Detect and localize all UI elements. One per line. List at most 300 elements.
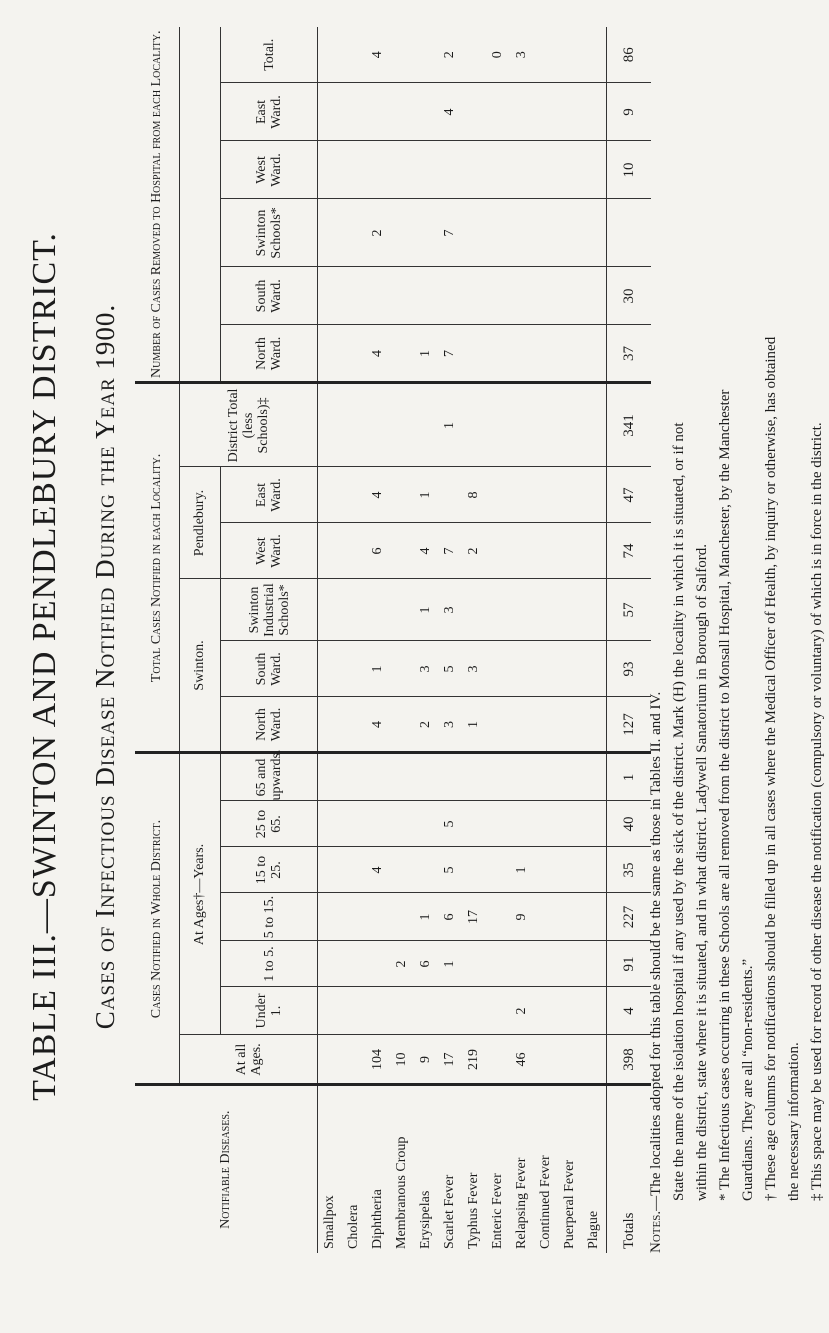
table-cell [582, 697, 607, 753]
table-cell [582, 1035, 607, 1085]
table-cell: 1 [366, 641, 390, 697]
table-cell: 17 [462, 893, 486, 941]
total-cell: 35 [607, 847, 652, 893]
table-cell [486, 941, 510, 987]
col-removed-north: North Ward. [221, 325, 318, 383]
table-cell: 2 [510, 987, 534, 1035]
table-cell: 5 [438, 847, 462, 893]
table-cell [390, 987, 414, 1035]
table-cell [582, 941, 607, 987]
table-cell [366, 987, 390, 1035]
table-cell: 4 [366, 697, 390, 753]
table-cell [318, 83, 343, 141]
table-cell [318, 641, 343, 697]
col-removed-total: Total. [221, 27, 318, 83]
disease-name: Plague [586, 1210, 601, 1249]
table-cell [558, 579, 582, 641]
table-cell: 0 [486, 27, 510, 83]
table-cell [486, 801, 510, 847]
table-cell: 2 [438, 27, 462, 83]
table-cell [414, 199, 438, 267]
table-row [510, 27, 534, 1253]
table-cell [390, 199, 414, 267]
table-cell: 2 [414, 697, 438, 753]
table-cell: 1 [414, 325, 438, 383]
table-body [318, 27, 652, 1253]
table-title: TABLE III.—SWINTON AND PENDLEBURY DISTRICT. [26, 232, 63, 1101]
note-line: within the district, state where it is situated, and in what district. Ladywell Sanatorium in Borough of Salford. [694, 544, 710, 1201]
table-cell [558, 753, 582, 801]
col-at-all-ages: At all Ages. [180, 1035, 318, 1085]
table-cell [342, 847, 366, 893]
table-cell: 3 [438, 579, 462, 641]
table-cell [366, 383, 390, 467]
table-cell [558, 1035, 582, 1085]
total-cell: 4 [607, 987, 652, 1035]
table-cell [414, 753, 438, 801]
table-cell [510, 523, 534, 579]
table-cell [342, 467, 366, 523]
table-cell [510, 83, 534, 141]
table-cell: 1 [462, 697, 486, 753]
table-cell: 1 [510, 847, 534, 893]
table-cell [342, 383, 366, 467]
col-65-upwards: 65 and upwards. [221, 753, 318, 801]
table-cell: 2 [390, 941, 414, 987]
table-cell [438, 467, 462, 523]
table-cell [510, 199, 534, 267]
table-cell [486, 267, 510, 325]
table-cell: 6 [366, 523, 390, 579]
table-cell [558, 267, 582, 325]
table-cell [534, 847, 558, 893]
table-cell [342, 893, 366, 941]
col-1-to-5: 1 to 5. [221, 941, 318, 987]
table-cell [390, 325, 414, 383]
table-cell [318, 753, 343, 801]
table-cell [534, 27, 558, 83]
total-cell: 40 [607, 801, 652, 847]
table-cell [414, 141, 438, 199]
note-line: State the name of the isolation hospital if any used by the sick of the district. Mark (H) the locality in which it is situated, or if not [671, 422, 687, 1201]
col-5-to-15: 5 to 15. [221, 893, 318, 941]
table-cell [534, 383, 558, 467]
col-swinton-south: South Ward. [221, 641, 318, 697]
removed-blank-header [180, 27, 221, 83]
table-cell [510, 325, 534, 383]
each-locality-header: Total Cases Notified in each Locality. [135, 383, 180, 753]
table-cell [342, 27, 366, 83]
table-cell: 9 [414, 1035, 438, 1085]
table-cell [582, 987, 607, 1035]
table-cell [582, 383, 607, 467]
table-cell [414, 383, 438, 467]
table-cell [342, 83, 366, 141]
table-cell [534, 697, 558, 753]
table-cell [414, 847, 438, 893]
table-cell [510, 467, 534, 523]
col-district-total: District Total (less Schools)‡ [180, 383, 318, 467]
table-cell [582, 325, 607, 383]
table-cell [318, 467, 343, 523]
total-cell: 93 [607, 641, 652, 697]
table-cell [342, 801, 366, 847]
table-row [366, 27, 390, 1253]
disease-name: Relapsing Fever [514, 1157, 529, 1249]
table-cell [342, 141, 366, 199]
table-cell [414, 267, 438, 325]
table-cell: 1 [438, 941, 462, 987]
table-cell [486, 83, 510, 141]
table-cell: 4 [366, 27, 390, 83]
table-cell: 3 [414, 641, 438, 697]
table-cell [318, 199, 343, 267]
table-cell [486, 847, 510, 893]
table-cell [510, 753, 534, 801]
table-cell [390, 801, 414, 847]
table-cell [366, 801, 390, 847]
table-cell [558, 941, 582, 987]
col-swinton-industrial: Swinton Industrial Schools* [221, 579, 318, 641]
table-cell [390, 641, 414, 697]
disease-name: Continued Fever [538, 1155, 553, 1249]
note-line: the necessary information. [786, 1042, 802, 1201]
table-row [582, 27, 607, 1253]
table-cell [342, 641, 366, 697]
table-cell [438, 987, 462, 1035]
table-cell [582, 893, 607, 941]
table-cell [510, 641, 534, 697]
table-cell [486, 697, 510, 753]
table-cell [582, 199, 607, 267]
table-cell [534, 325, 558, 383]
table-cell [486, 383, 510, 467]
table-cell: 1 [438, 383, 462, 467]
table-cell: 17 [438, 1035, 462, 1085]
table-cell [582, 27, 607, 83]
table-cell [342, 1035, 366, 1085]
table-cell: 3 [462, 641, 486, 697]
disease-name: Erysipelas [418, 1190, 433, 1249]
table-cell [390, 267, 414, 325]
total-cell: 47 [607, 467, 652, 523]
table-cell [318, 941, 343, 987]
table-row [534, 27, 558, 1253]
at-ages-header: At Ages†—Years. [180, 753, 221, 1035]
total-cell: 91 [607, 941, 652, 987]
disease-name: Puerperal Fever [562, 1159, 577, 1249]
disease-name: Typhus Fever [466, 1172, 481, 1249]
table-cell [318, 847, 343, 893]
table-cell [486, 579, 510, 641]
table-cell [582, 801, 607, 847]
table-cell [342, 697, 366, 753]
col-under-1: Under 1. [221, 987, 318, 1035]
table-cell [582, 579, 607, 641]
total-cell: 57 [607, 579, 652, 641]
table-cell [342, 199, 366, 267]
table-cell: 4 [366, 847, 390, 893]
table-row [462, 27, 486, 1253]
table-cell: 7 [438, 325, 462, 383]
table-cell [318, 523, 343, 579]
table-row [414, 27, 438, 1253]
table-cell [582, 83, 607, 141]
table-cell [486, 1035, 510, 1085]
table-cell [582, 753, 607, 801]
table-cell [318, 893, 343, 941]
table-cell [318, 325, 343, 383]
table-cell [510, 941, 534, 987]
table-cell [390, 893, 414, 941]
table-cell [390, 141, 414, 199]
table-row [558, 27, 582, 1253]
table-cell [318, 801, 343, 847]
table-cell [318, 141, 343, 199]
table-cell [342, 579, 366, 641]
table-cell: 5 [438, 641, 462, 697]
table-cell [558, 467, 582, 523]
table-cell [462, 27, 486, 83]
table-cell: 104 [366, 1035, 390, 1085]
total-cell: 37 [607, 325, 652, 383]
table-cell [582, 523, 607, 579]
removed-blank-header [180, 83, 221, 141]
table-cell [558, 27, 582, 83]
table-cell [390, 753, 414, 801]
disease-name: Enteric Fever [490, 1173, 505, 1249]
table-cell [534, 1035, 558, 1085]
table-row [486, 27, 510, 1253]
table-cell [486, 325, 510, 383]
table-cell [342, 523, 366, 579]
table-cell [462, 987, 486, 1035]
notes-section [645, 73, 829, 1253]
table-cell [534, 523, 558, 579]
table-cell [486, 141, 510, 199]
table-cell: 1 [414, 893, 438, 941]
table-cell [366, 579, 390, 641]
table-cell [558, 325, 582, 383]
table-cell [486, 987, 510, 1035]
table-cell [510, 801, 534, 847]
total-cell: 341 [607, 383, 652, 467]
table-cell: 8 [462, 467, 486, 523]
table-cell: 1 [414, 467, 438, 523]
removed-blank-header [180, 199, 221, 267]
table-cell [366, 941, 390, 987]
disease-name: Smallpox [322, 1195, 337, 1249]
table-row [438, 27, 462, 1253]
table-cell [462, 579, 486, 641]
table-cell [318, 579, 343, 641]
table-cell: 4 [438, 83, 462, 141]
pendlebury-header: Pendlebury. [180, 467, 221, 579]
table-row [342, 27, 366, 1253]
table-cell [366, 141, 390, 199]
total-cell: 398 [607, 1035, 652, 1085]
table-cell [462, 325, 486, 383]
col-pendlebury-west: West Ward. [221, 523, 318, 579]
table-cell [534, 641, 558, 697]
totals-label: Totals [607, 1085, 652, 1253]
note-line: —The localities adopted for this table should be the same as those in Tables II. and IV. [648, 691, 664, 1211]
col-removed-south: South Ward. [221, 267, 318, 325]
table-cell [582, 467, 607, 523]
table-cell [486, 467, 510, 523]
table-cell [534, 467, 558, 523]
table-cell: 9 [510, 893, 534, 941]
table-cell [510, 579, 534, 641]
total-cell: 9 [607, 83, 652, 141]
col-swinton-north: North Ward. [221, 697, 318, 753]
table-row [390, 27, 414, 1253]
total-cell: 74 [607, 523, 652, 579]
table-cell [534, 893, 558, 941]
table-subtitle: Cases of Infectious Disease Notified During the Year 1900. [90, 303, 120, 1030]
table-cell [510, 141, 534, 199]
total-cell: 30 [607, 267, 652, 325]
table-row [318, 27, 343, 1253]
table-cell [438, 753, 462, 801]
removed-blank-header [180, 141, 221, 199]
table-cell: 2 [462, 523, 486, 579]
disease-name: Membranous Croup [394, 1136, 409, 1249]
removed-hospital-header: Number of Cases Removed to Hospital from each Locality. [135, 27, 180, 383]
table-cell [534, 801, 558, 847]
table-cell: 4 [414, 523, 438, 579]
table-cell [462, 847, 486, 893]
table-cell: 4 [366, 325, 390, 383]
table-cell [534, 753, 558, 801]
removed-blank-header [180, 267, 221, 325]
table-cell: 46 [510, 1035, 534, 1085]
total-cell: 10 [607, 141, 652, 199]
table-cell [342, 267, 366, 325]
table-cell [342, 987, 366, 1035]
table-cell [462, 801, 486, 847]
table-cell [558, 383, 582, 467]
table-cell [462, 383, 486, 467]
note-line: Guardians. They are all “non-residents.” [740, 958, 756, 1201]
table-cell: 6 [414, 941, 438, 987]
table-cell [510, 267, 534, 325]
table-cell [318, 383, 343, 467]
table-cell [342, 753, 366, 801]
table-cell [582, 267, 607, 325]
table-cell [558, 141, 582, 199]
table-cell [462, 941, 486, 987]
table-cell: 5 [438, 801, 462, 847]
table-cell [390, 83, 414, 141]
table-cell [390, 27, 414, 83]
table-cell [462, 753, 486, 801]
table-cell [390, 847, 414, 893]
table-cell [486, 753, 510, 801]
table-cell [438, 267, 462, 325]
table-cell [318, 987, 343, 1035]
col-pendlebury-east: East Ward. [221, 467, 318, 523]
total-cell: 86 [607, 27, 652, 83]
table-cell [534, 199, 558, 267]
table-cell [558, 641, 582, 697]
table-cell [318, 697, 343, 753]
col-25-to-65: 25 to 65. [221, 801, 318, 847]
table-cell: 4 [366, 467, 390, 523]
col-removed-schools: Swinton Schools* [221, 199, 318, 267]
note-line: ‡ This space may be used for record of other disease the notification (compulsory or voluntary) of which is in force in the district. [809, 422, 825, 1201]
table-cell [558, 697, 582, 753]
disease-name: Cholera [346, 1204, 361, 1249]
table-cell [414, 83, 438, 141]
table-cell: 1 [414, 579, 438, 641]
notifiable-diseases-header: Notifiable Diseases. [135, 1085, 318, 1253]
disease-name: Diphtheria [370, 1189, 385, 1249]
table-cell [414, 987, 438, 1035]
table-cell [342, 325, 366, 383]
table-cell [534, 141, 558, 199]
table-cell [342, 941, 366, 987]
col-removed-east: East Ward. [221, 83, 318, 141]
table-cell [462, 141, 486, 199]
table-cell [486, 893, 510, 941]
table-cell [486, 199, 510, 267]
table-cell [558, 847, 582, 893]
table-cell [534, 267, 558, 325]
notes-lead: Notes. [648, 1210, 664, 1253]
table-cell [390, 383, 414, 467]
table-cell: 10 [390, 1035, 414, 1085]
table-cell [582, 141, 607, 199]
table-cell: 3 [438, 697, 462, 753]
table-cell [582, 641, 607, 697]
table-cell: 7 [438, 523, 462, 579]
total-cell: 127 [607, 697, 652, 753]
table-cell [366, 267, 390, 325]
table-cell [510, 383, 534, 467]
table-cell [534, 941, 558, 987]
table-cell [462, 267, 486, 325]
col-removed-west: West Ward. [221, 141, 318, 199]
table-cell [558, 83, 582, 141]
table-cell [414, 27, 438, 83]
note-line: * The Infectious cases occurring in these Schools are all removed from the district to Monsall Hospital, Manchester, by the Manchester [717, 389, 733, 1201]
swinton-header: Swinton. [180, 579, 221, 753]
disease-table [135, 27, 651, 1253]
table-cell [414, 801, 438, 847]
table-cell [366, 893, 390, 941]
table-cell: 7 [438, 199, 462, 267]
table-cell [390, 523, 414, 579]
table-cell: 219 [462, 1035, 486, 1085]
table-cell [486, 641, 510, 697]
table-cell [534, 579, 558, 641]
table-cell [462, 83, 486, 141]
note-line: † These age columns for notifications should be filled up in all cases where the Medical Officer of Health, by inquiry or otherwise, has obtained [763, 336, 779, 1201]
whole-district-header: Cases Notified in Whole District. [135, 753, 180, 1085]
table-cell [318, 267, 343, 325]
table-cell [558, 523, 582, 579]
table-cell [486, 523, 510, 579]
table-cell [534, 987, 558, 1035]
table-cell [318, 27, 343, 83]
table-cell [558, 893, 582, 941]
total-cell: 1 [607, 753, 652, 801]
table-cell [558, 987, 582, 1035]
table-cell [462, 199, 486, 267]
table-cell [438, 141, 462, 199]
table-cell [558, 801, 582, 847]
